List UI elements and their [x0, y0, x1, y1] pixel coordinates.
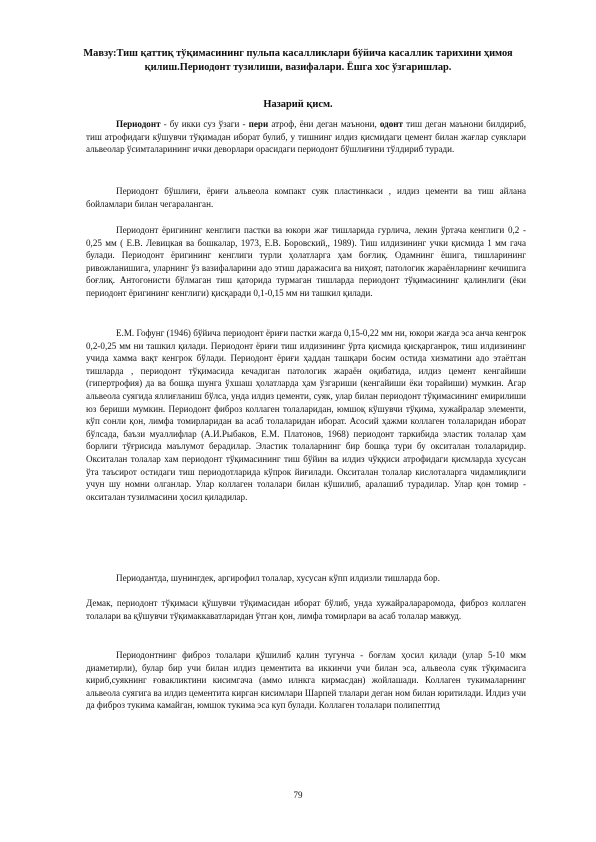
paragraph-4: Е.М. Гофунг (1946) бўйича периодонт ёриғи пастки жағда 0,15-0,22 мм ни, юкори жағда эса анча кенгрок 0,2-0,25 мм ни ташкил қилади. Периодонт ёриғи тиш илдизининг ўрта қисмида қисқарганрок, тиш илдизининг учида хамма вақт кенгрок бўлади. Периодонт ёриғи ҳаддан ташқари босим остида хизматини адо этаётган тишларда , периодонт тўқимасида кечадиган патологик жараён оқибатида, илдиз цемент кенгайиши (гипертрофия) да ва бошқа шунга ўхшаш ҳолатларда ҳам ўзгариши (кенгайиши ёки торайиши) мумкин. Агар альвеола суягида яллиғланиш бўлса, унда илдиз цементи, суяк, улар билан периодонт тўқимасининг емирилиши юз бериши мумкин. Периодонт фиброз коллаген толаларидан, юмшоқ кўшувчи тўқима, хужайралар элементи, кўп сонли қон, лимфа томирларидан ва асаб толаларидан иборат. Асосий ҳажми коллаген толаларидан иборат бўлсада, баъзи муаллифлар (А.И.Рыбаков, Е.М. Платонов, 1968) периодонт таркибида эластик толалар ҳам борлиги тўғрисида маълумот берадилар. Эластик толаларнинг бир бошқа тури бу окситалан толаларидир. Окситалан толалар хам периодонт тўқимасининг тиш бўйин ва илдиз чўққиси атрофидаги қисмларда хусусан ўта таъсирот остидаги тиш периодотларида кўпрок йиғилади. Окситалан толалар кислоталарга чидамлиқлиги учун шу номни олганлар. Улар коллаген толалари билан кўшилиб, аралашиб турадилар. Улар қон томир - окситалан тузилмасини ҳосил қиладилар.	[86, 328, 526, 502]
page-title: Мавзу:Тиш қаттиқ тўқимасининг пульпа касалликлари бўйича касаллик тарихини ҳимоя қилиш.Периодонт тузилиши, вазифалари. Ёшга хос ўзгаришлар.	[83, 48, 513, 73]
term-peri: пери	[248, 119, 269, 129]
paragraph-5: Периодантда, шунингдек, аргирофил толалар, хусусан кўпп илдизли тишларда бор.	[116, 573, 440, 583]
paragraph-1-part-a: - бу икки суз ўзаги -	[160, 119, 249, 129]
paragraph-1-part-b: атроф, ёни деган маънони,	[268, 119, 380, 129]
paragraph-7: Периодонтнинг фиброз толалари қўшилиб қалин тугунча - боғлам ҳосил қилади (улар 5-10 мкм диаметирли), булар бир учи билан илдиз цементита ва иккинчи учи билан эса, альвеола суяк тўқимасига кириб,суякнинг ғовакликтини кисимгача (аммо илнкга кирмасдан) жойлашади. Коллаген тукималарнинг альвеола суягига ва илдиз цементита кирган кисимлари Шарпей тлалари деган ном билан юритилади. Илдиз учи да фиброз тукима камайган, юмшок тукима эса куп булади. Коллаген толалари полипептид	[86, 650, 526, 711]
paragraph-6: Демак, периодонт тўқимаси қўшувчи тўқимасидан иборат бўлиб, унда хужайралараромода, фиброз коллаген толалари ва қўшувчи тўқимаккаватларидан ўтган қон, лимфа томирлари ва асаб толалар мавжуд.	[86, 598, 526, 621]
paragraph-2: Периодонт бўшлиғи, ёриғи альвеола компакт суяк пластинкаси , илдиз цементи ва тиш айлана бойламлари билан чегараланган.	[86, 186, 526, 209]
paragraph-1	[86, 118, 526, 156]
term-periodont: Периодонт	[116, 119, 161, 129]
paragraph-3: Периодонт ёригининг кенглиги пастки ва юкори жағ тишларида гурлича, лекин ўртача кенглиги 0,2 - 0,25 мм ( Е.В. Левицкая ва бошкалар, 1973, Е.В. Боровский,, 1989). Тиш илдизининг учки қисмида 1 мм гача булади. Периодонт ёригининг кенглиги турли ҳолатларга ҳам боғлиқ. Одамнинг ёшига, тишларининг ривожланишига, уларнинг ўз вазифаларини адо этиш даражасига ва ниҳоят, патологик жараёнларнинг кечишига боғлиқ. Антогонисти бўлмаган тиш қаторида турмаган тишларда периодонт тўқимасининг қалинлиги (ёки периодонт ёригининг кенглиги) қисқаради 0,1-0,15 мм ни ташкил қилади.	[86, 225, 526, 298]
term-odont: одонт	[379, 119, 403, 129]
page-number: 79	[293, 790, 303, 800]
section-heading: Назарий қисм.	[263, 99, 333, 110]
paragraph-1-part-c: тиш деган маънони билдириб, тиш атрофидаги кўшувчи тўқимадан иборат булиб, у тишнинг илдиз қисмидаги цемент билан жағлар суяклари альвеолар ўсимталарининг ички деворлари орасидаги периодонт бўшлиғини тўлдириб туради.	[86, 119, 526, 155]
